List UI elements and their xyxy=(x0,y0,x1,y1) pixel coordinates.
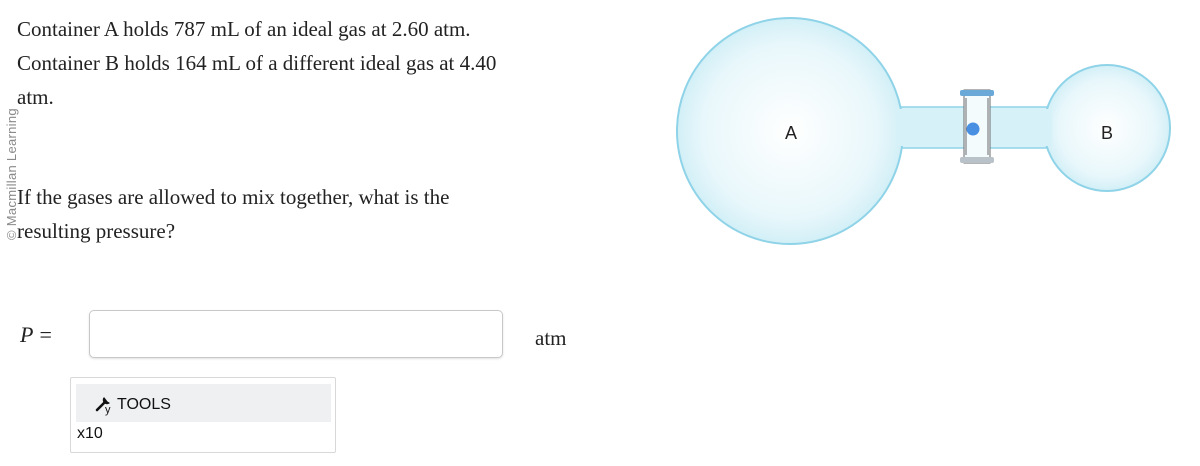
label-container-b: B xyxy=(1101,123,1114,143)
tools-panel xyxy=(70,377,336,453)
valve-icon xyxy=(960,90,994,163)
tools-label: TOOLS xyxy=(117,396,171,413)
tools-button[interactable] xyxy=(76,384,331,422)
answer-input[interactable] xyxy=(89,310,503,358)
answer-unit: atm xyxy=(535,326,567,350)
svg-text:y: y xyxy=(105,404,111,416)
answer-variable: P xyxy=(20,322,34,347)
label-container-a: A xyxy=(785,123,798,143)
wrench-icon xyxy=(95,393,113,416)
question-line-container-b: Container B holds 164 mL of a different ideal gas at 4.40 atm. xyxy=(17,51,497,109)
copyright-watermark: © Macmillan Learning xyxy=(4,108,19,240)
equals-sign: = xyxy=(39,322,52,347)
question-prompt: If the gases are allowed to mix together, what is the resulting pressure? xyxy=(17,185,450,243)
answer-label xyxy=(20,322,52,348)
gas-containers-figure xyxy=(660,0,1200,260)
question-line-container-a: Container A holds 787 mL of an ideal gas at 2.60 atm. xyxy=(17,17,471,41)
x10-button[interactable]: x10 xyxy=(77,425,103,442)
question-text xyxy=(17,12,527,248)
